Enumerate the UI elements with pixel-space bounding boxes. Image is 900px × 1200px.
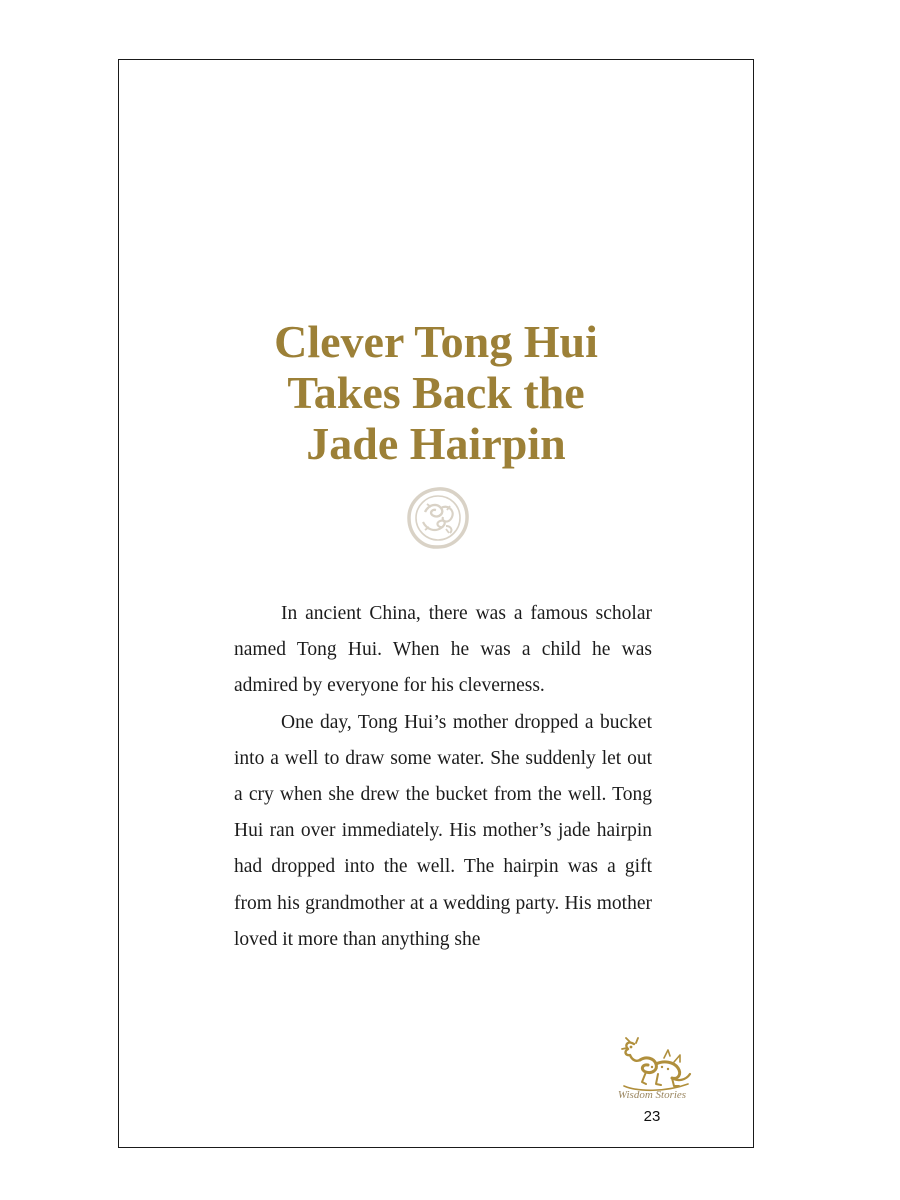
title-line-2: Takes Back the bbox=[287, 367, 585, 418]
page-number: 23 bbox=[643, 1108, 661, 1125]
page-title bbox=[118, 316, 754, 469]
title-line-1: Clever Tong Hui bbox=[274, 316, 598, 367]
paragraph-2: One day, Tong Hui’s mother dropped a bucket into a well to draw some water. She suddenly let out a cry when she drew the bucket from the well. Tong Hui ran over immediately. His mother’s jade hairpin had dropped into the well. The hairpin was a gift from his grandmother at a wedding party. His mother loved it more than anything she bbox=[234, 711, 652, 950]
brand-caption: Wisdom Stories bbox=[617, 1089, 687, 1101]
round-seal-icon bbox=[405, 486, 471, 550]
title-line-3: Jade Hairpin bbox=[306, 418, 566, 469]
story-text bbox=[234, 596, 652, 958]
dragon-logo-icon bbox=[612, 1036, 696, 1096]
paragraph-1: In ancient China, there was a famous scholar named Tong Hui. When he was a child he was admired by everyone for his cleverness. bbox=[234, 603, 652, 697]
